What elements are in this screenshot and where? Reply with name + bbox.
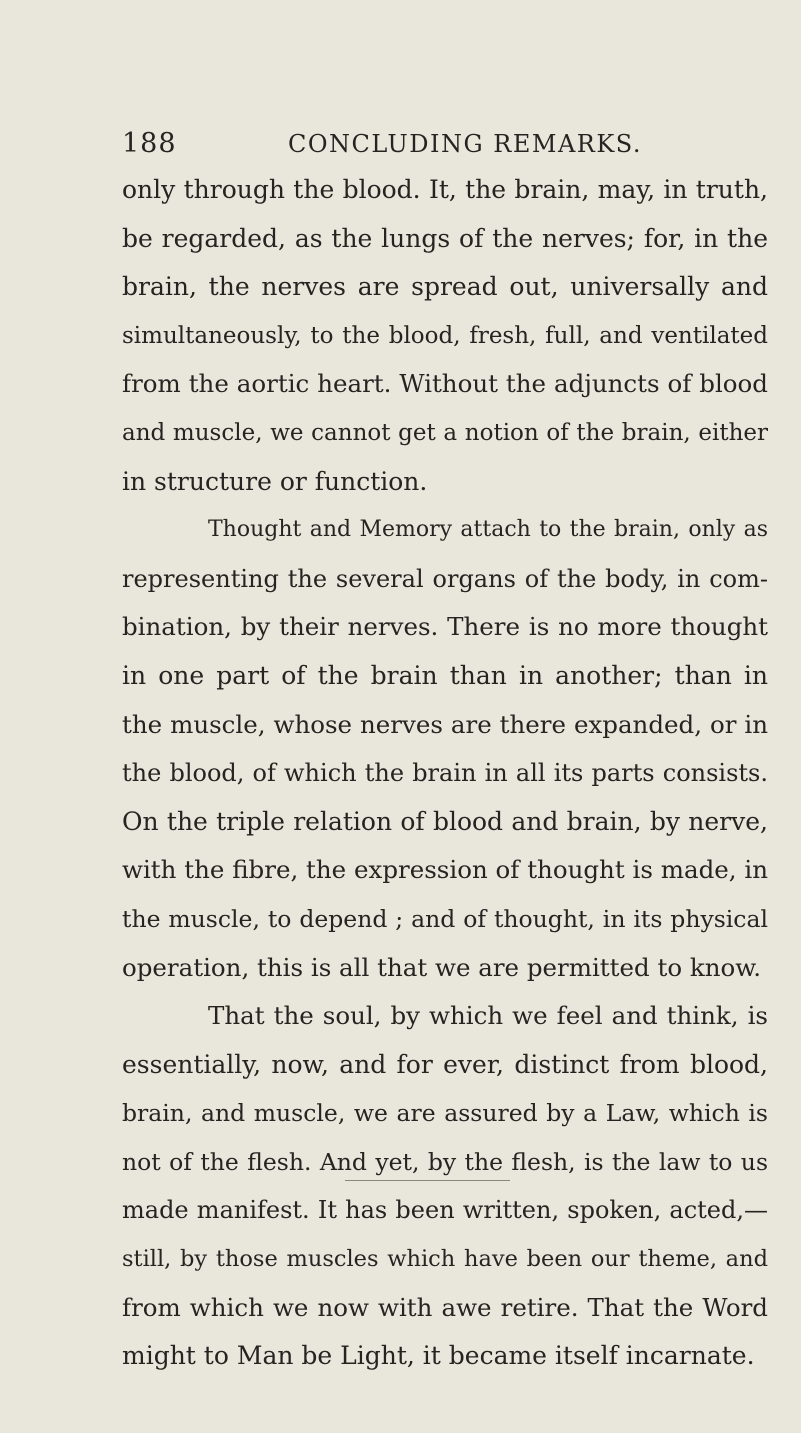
paragraph-2 [122,506,768,992]
text-line: with the fibre, the expression of thought is made, in [122,855,768,885]
text-line: still, by those muscles which have been our theme, and [122,1246,768,1273]
text-line: That the soul, by which we feel and think, is [208,1001,768,1031]
text-line: only through the blood. It, the brain, may, in truth, [122,175,768,204]
page-number: 188 [122,128,177,159]
text-line: in structure or function. [122,466,428,496]
page-header [122,128,762,168]
text-line: brain, and muscle, we are assured by a Law, which is [122,1099,768,1128]
text-line: be regarded, as the lungs of the nerves; for, in the [122,223,768,253]
body-text [122,166,768,1381]
text-line: essentially, now, and for ever, distinct from blood, [122,1049,768,1079]
text-line: made manifest. It has been written, spoken, acted,— [122,1196,768,1225]
text-line: Thought and Memory attach to the brain, only as [208,517,768,543]
text-line: On the triple relation of blood and brain, by nerve, [122,806,768,836]
text-line: and muscle, we cannot get a notion of the brain, either [122,419,768,446]
text-line: brain, the nerves are spread out, universally and [122,272,768,302]
text-line: might to Man be Light, it became itself incarnate. [122,1341,755,1371]
text-line: from the aortic heart. Without the adjuncts of blood [122,369,768,399]
text-line: bination, by their nerves. There is no more thought [122,612,768,642]
text-line: the muscle, to depend ; and of thought, in its physical [122,904,768,933]
text-line: representing the several organs of the body, in com- [122,564,768,593]
text-line: not of the flesh. And yet, by the flesh, is the law to us [122,1147,768,1176]
text-line: from which we now with awe retire. That the Word [122,1292,768,1322]
end-rule [345,1180,510,1181]
text-line: the blood, of which the brain in all its parts consists. [122,759,768,788]
text-line: simultaneously, to the blood, fresh, full, and ventilated [122,322,768,349]
text-line: in one part of the brain than in another; than in [122,660,768,690]
text-line: the muscle, whose nerves are there expanded, or in [122,709,768,739]
running-head: CONCLUDING REMARKS. [288,130,642,158]
paragraph-3 [122,992,768,1381]
text-line: operation, this is all that we are permitted to know. [122,952,762,982]
paragraph-1 [122,166,768,506]
